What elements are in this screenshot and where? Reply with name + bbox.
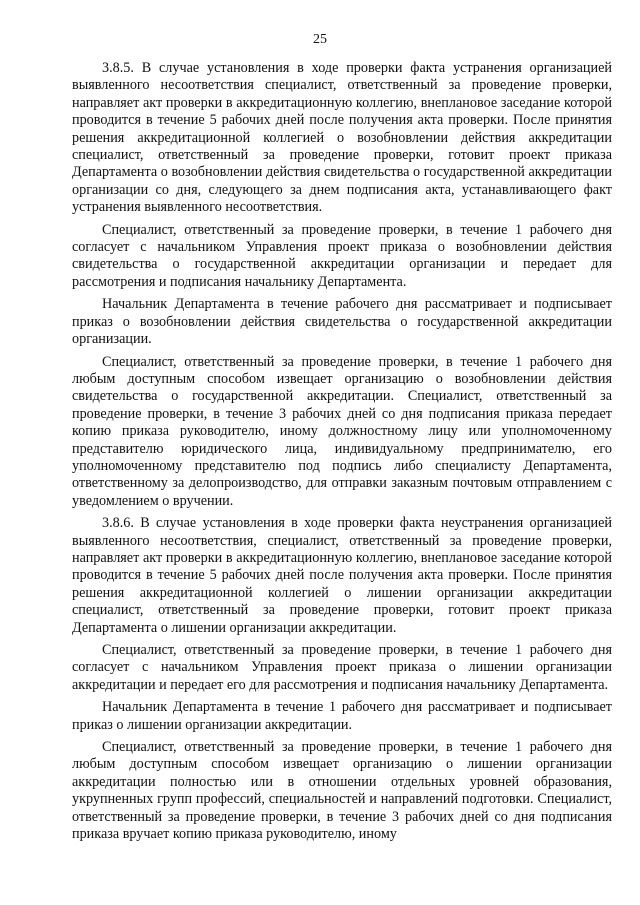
page-number: 25	[313, 32, 327, 47]
paragraph-approval-draft-renewal: Специалист, ответственный за проведение проверки, в течение 1 рабочего дня согласует с начальником Управления проект приказа о возобновлении действия свидетельства о государственной аккредитации организации и передает для рассмотрения и подписания начальнику Департамента.	[72, 221, 612, 290]
document-body	[72, 60, 612, 848]
paragraph-3-8-5: 3.8.5. В случае установления в ходе проверки факта устранения организацией выявленного несоответствия специалист, ответственный за проведение проверки, направляет акт проверки в аккредитационную коллегию, внеплановое заседание которой проводится в течение 5 рабочих дней после получения акта проверки. После принятия решения аккредитационной коллегией о возобновлении действия аккредитации специалист, ответственный за проведение проверки, готовит проект приказа Департамента о возобновлении действия свидетельства о государственной аккредитации организации со дня, следующего за днем подписания акта, устанавливающего факт устранения выявленного несоответствия.	[72, 60, 612, 216]
paragraph-head-signs-revocation: Начальник Департамента в течение 1 рабочего дня рассматривает и подписывает приказ о лишении организации аккредитации.	[72, 699, 612, 733]
paragraph-approval-draft-revocation: Специалист, ответственный за проведение проверки, в течение 1 рабочего дня согласует с начальником Управления проект приказа о лишении организации аккредитации и передает его для рассмотрения и подписания начальнику Департамента.	[72, 642, 612, 693]
paragraph-3-8-6: 3.8.6. В случае установления в ходе проверки факта неустранения организацией выявленного несоответствия, специалист, ответственный за проведение проверки, направляет акт проверки в аккредитационную коллегию, внеплановое заседание которой проводится в течение 5 рабочих дней после получения акта проверки. После принятия решения аккредитационной коллегией о лишении организации аккредитации специалист, ответственный за проведение проверки, готовит проект приказа Департамента о лишении организации аккредитации.	[72, 515, 612, 636]
paragraph-head-signs-renewal: Начальник Департамента в течение рабочего дня рассматривает и подписывает приказ о возобновлении действия свидетельства о государственной аккредитации организации.	[72, 296, 612, 348]
paragraph-notify-revocation: Специалист, ответственный за проведение проверки, в течение 1 рабочего дня любым доступным способом извещает организацию о лишении организации аккредитации полностью или в отношении отдельных уровней образования, укрупненных групп профессий, специальностей и направлений подготовки. Специалист, ответственный за проведение проверки, в течение 3 рабочих дней со дня подписания приказа вручает копию приказа руководителю, иному	[72, 739, 612, 843]
paragraph-notify-renewal: Специалист, ответственный за проведение проверки, в течение 1 рабочего дня любым доступным способом извещает организацию о возобновлении действия свидетельства о государственной аккредитации. Специалист, ответственный за проведение проверки, в течение 3 рабочих дней со дня подписания приказа передает копию приказа руководителю, иному должностному лицу или уполномоченному представителю юридического лица, индивидуальному предпринимателю, его уполномоченному представителю под подпись либо специалисту Департамента, ответственному за делопроизводство, для отправки заказным почтовым отправлением с уведомлением о вручении.	[72, 353, 612, 509]
